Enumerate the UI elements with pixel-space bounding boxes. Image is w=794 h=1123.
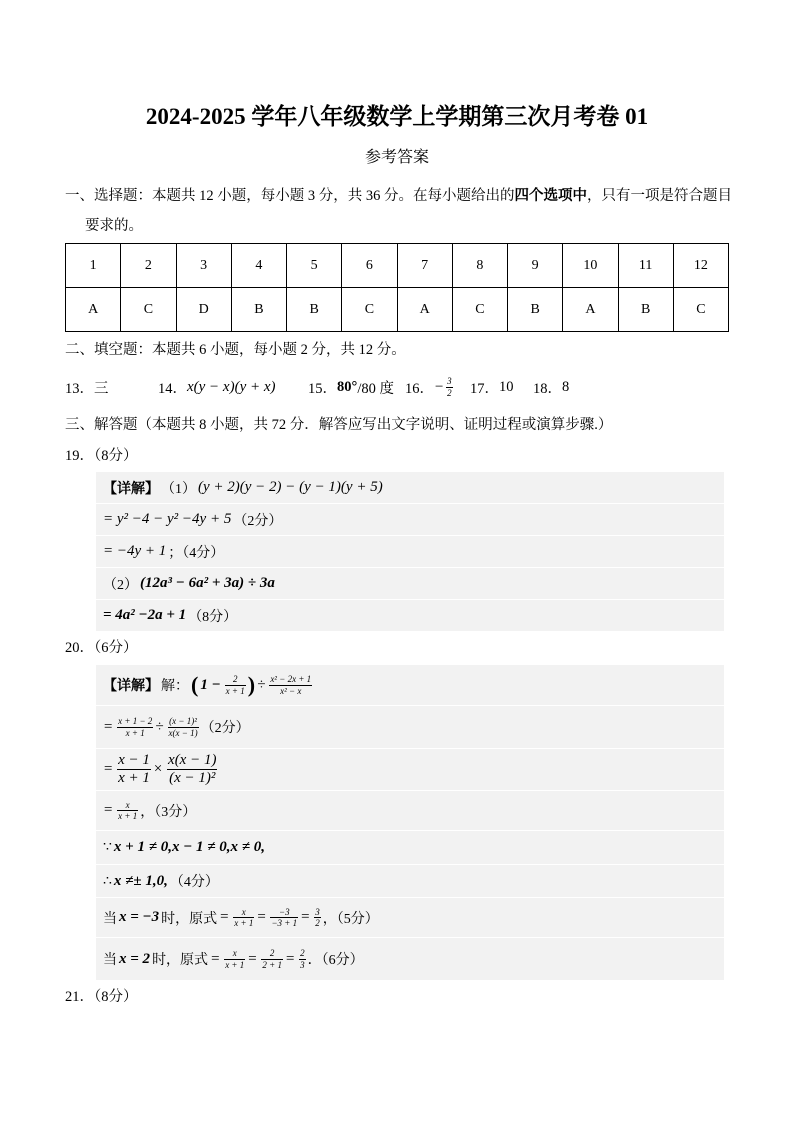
original-expression-text: 时，原式 [161,911,218,927]
answer-cell: D [176,288,231,332]
answer-text: /80 度 [357,380,394,397]
question-number-cell: 11 [618,244,673,288]
multiplication-sign: × [152,761,164,777]
fraction-denominator: 3 [300,959,305,970]
equals-sign: = [284,950,296,967]
question-number: 14． [158,380,187,397]
math-expression: = −4y + 1 [103,543,167,559]
answer-cell: B [231,288,286,332]
math-expression: 1 − [200,676,221,693]
question-number-cell: 5 [287,244,342,288]
fill-answer-17 [470,376,514,398]
section1-heading-text: 一、选择题：本题共 12 小题，每小题 3 分，共 36 分。在每小题给出的 [65,188,515,204]
q20-line-2 [96,706,724,748]
division-sign: ÷ [155,718,164,735]
question-number-cell: 2 [121,244,176,288]
answer-cell: C [342,288,397,332]
fraction-denominator: x + 1 [118,811,138,821]
fill-answer-18 [533,376,569,398]
score-note: （2分） [233,513,283,529]
part-label: （2） [103,577,138,593]
question-number-cell: 9 [508,244,563,288]
fraction [299,948,306,970]
q20-line-3 [96,749,724,790]
q19-label: 19．（8分） [65,448,138,464]
section1-heading-text-end: ，只有一项是符合题目 [587,188,732,204]
fraction-denominator: 2 + 1 [262,959,282,970]
fraction [225,674,246,696]
fraction-denominator: x + 1 [225,959,245,970]
detail-tag: 【详解】 [103,679,159,694]
score-note: （2分） [200,721,250,736]
score-note: （4分） [169,875,219,890]
fraction [446,376,453,398]
when-text: 当 [103,953,117,968]
fraction-numerator: 2 [225,674,246,685]
therefore-symbol: ∴ [103,873,112,889]
fraction [224,948,245,970]
answer-cell: C [673,288,728,332]
fraction [314,907,321,929]
fraction-denominator: −3 + 1 [271,918,298,928]
detail-tag: 【详解】 [103,481,159,497]
q20-line-8 [96,938,724,980]
condition-math: x = 2 [119,950,151,967]
fraction-denominator: x + 1 [125,727,145,738]
fraction-numerator: x − 1 [117,752,151,770]
fraction-denominator: 2 [315,918,320,928]
equals-sign: = [247,950,258,967]
answer-cell: B [618,288,673,332]
original-expression-text: 时，原式 [152,953,209,968]
score-note: ，（5分） [322,911,379,927]
section1-heading-emphasis: 四个选项中 [514,188,587,204]
fraction-denominator: x + 1 [118,770,150,786]
equals-sign: = [219,909,230,925]
section1-heading [65,185,732,207]
answer-degree-value: 80° [337,378,358,395]
fraction-numerator: 3 [447,376,452,387]
question-number-cell: 1 [66,244,121,288]
fraction [117,716,153,738]
answer-text: 三 [94,380,109,397]
fraction-numerator: x + 1 − 2 [118,716,153,727]
answer-text: 8 [562,378,570,395]
q20-line-5 [96,831,724,864]
fraction-numerator: (x − 1)² [169,716,197,727]
q19-solution-box [96,472,724,631]
fraction-numerator: 2 [261,948,283,959]
question-number-cell: 12 [673,244,728,288]
answer-cell: A [397,288,452,332]
q19-line-4 [96,568,724,599]
right-parenthesis: ) [247,672,256,697]
score-note: ；（4分） [168,545,225,561]
minus-sign: − [434,378,445,395]
answer-cell: C [121,288,176,332]
fraction-denominator: x² − x [280,685,302,696]
q19-line-1 [96,472,724,503]
score-note: ．（6分） [307,953,364,968]
answer-math: x(y − x)(y + x) [187,378,276,395]
answer-cell: A [66,288,121,332]
q20-line-7 [96,898,724,937]
q20-solution-box [96,665,724,980]
equals-sign: = [210,950,221,967]
question-number: 17． [470,380,499,397]
answer-cell: B [508,288,563,332]
question-number-cell: 6 [342,244,397,288]
question-number-cell: 7 [397,244,452,288]
q19-line-3 [96,536,724,567]
section3-heading: 三、解答题（本题共 8 小题，共 72 分．解答应写出文字说明、证明过程或演算步骤.） [65,417,613,433]
fraction-numerator: x [233,907,254,918]
page-title: 2024-2025 学年八年级数学上学期第三次月考卷 01 [145,104,649,129]
q20-line-4 [96,791,724,830]
q20-line-6 [96,865,724,897]
math-expression: = y² −4 − y² −4y + 5 [103,511,232,527]
fraction [117,800,138,822]
answer-cell: A [563,288,618,332]
q19-line-2 [96,504,724,535]
choice-answer-table [65,243,729,332]
equals-sign: = [103,718,114,735]
fraction-numerator: x [224,948,245,959]
math-expression: (y + 2)(y − 2) − (y − 1)(y + 5) [198,479,383,495]
fill-answer-16 [405,376,455,398]
fraction-denominator: x + 1 [234,918,254,928]
question-number-cell: 4 [231,244,286,288]
section2-heading: 二、填空题：本题共 6 小题，每小题 2 分，共 12 分。 [65,342,406,358]
equals-sign: = [103,802,114,818]
condition-math: x = −3 [119,909,160,925]
fill-answer-14 [158,376,276,398]
q20-line-1 [96,665,724,705]
page-subtitle: 参考答案 [364,149,429,166]
q20-label: 20．（6分） [65,640,138,656]
math-expression: = 4a² −2a + 1 [103,607,187,623]
fraction-denominator: x(x − 1) [168,727,198,738]
fraction-denominator: (x − 1)² [169,770,216,786]
when-text: 当 [103,911,117,927]
q19-line-5 [96,600,724,631]
math-expression: x ≠± 1,0, [113,872,168,889]
equals-sign: = [103,761,114,777]
math-expression: (12a³ − 6a² + 3a) ÷ 3a [140,575,275,591]
q21-label: 21．（8分） [65,989,138,1005]
fraction-denominator: 2 [447,387,452,398]
division-sign: ÷ [257,676,266,693]
because-symbol: ∵ [103,840,112,855]
math-expression: x + 1 ≠ 0,x − 1 ≠ 0,x ≠ 0, [113,839,266,855]
fill-answer-13 [65,376,109,398]
fraction-numerator: x² − 2x + 1 [270,674,312,685]
fraction [261,948,283,970]
fraction [233,907,254,929]
fraction [168,716,199,738]
score-note: （8分） [188,609,238,625]
fraction [117,752,151,788]
answer-row [66,288,729,332]
fraction-numerator: −3 [270,907,298,918]
fill-answer-15 [308,376,394,398]
answer-text: 10 [499,378,514,395]
fraction [270,907,298,929]
question-number-row [66,244,729,288]
fraction-numerator: 3 [315,906,320,917]
question-number: 18． [533,380,562,397]
question-number: 16． [405,380,434,397]
fraction [167,752,217,788]
fraction-numerator: 2 [300,948,305,959]
question-number: 13． [65,380,94,397]
answer-cell: C [452,288,507,332]
question-number-cell: 3 [176,244,231,288]
section1-heading-line2: 要求的。 [85,218,143,234]
answer-cell: B [287,288,342,332]
question-number-cell: 10 [563,244,618,288]
score-note: ，（3分） [140,804,197,820]
question-number-cell: 8 [452,244,507,288]
fraction-denominator: x + 1 [225,685,245,696]
fraction-numerator: x [117,800,138,811]
fraction-numerator: x(x − 1) [167,752,217,770]
equals-sign: = [300,909,311,925]
equals-sign: = [256,909,267,925]
fraction [269,674,312,696]
question-number: 15． [308,380,337,397]
part-label: （1） [161,481,196,497]
left-parenthesis: ( [191,672,199,697]
solution-intro: 解： [161,679,189,694]
